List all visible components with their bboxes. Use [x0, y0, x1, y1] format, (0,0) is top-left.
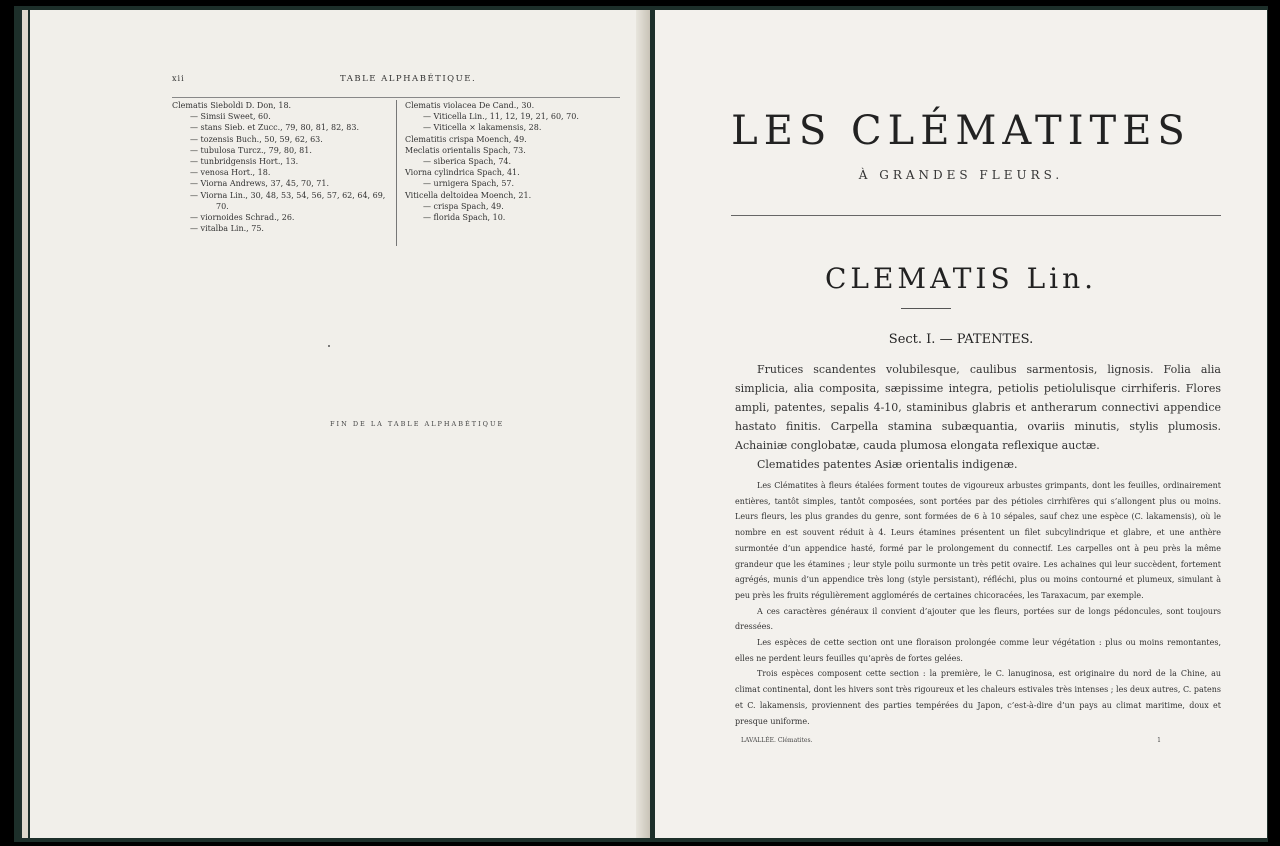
- page-number: xii: [172, 74, 185, 83]
- page-footer: [735, 737, 1221, 744]
- french-paragraph: Les espèces de cette section ont une floraison prolongée comme leur végétation : plus ou moins remontantes, elles ne perdent leurs feuilles qu’après de fortes gelées.: [735, 638, 1221, 663]
- index-entry: — florida Spach, 10.: [423, 213, 506, 223]
- index-entry: — siberica Spach, 74.: [423, 157, 512, 167]
- running-title: TABLE ALPHABÉTIQUE.: [340, 74, 477, 84]
- page-speck: [328, 345, 330, 347]
- index-entry: — Viorna Lin., 30, 48, 53, 54, 56, 57, 62, 64, 69,: [190, 190, 386, 200]
- index-entry: — Viorna Andrews, 37, 45, 70, 71.: [190, 179, 330, 189]
- latin-paragraph: Frutices scandentes volubilesque, caulibus sarmentosis, lignosis. Folia alia simplicia, alia composita, sæpissime integra, petiolis petiolulisque cirrhiferis. Flores ampli, patentes, sepalis 4-10, staminibus glabris et antherarum connectivi appendice hastato finitis. Carpella stamina subæquantia, ovariis minutis, stylis plumosis. Achainiæ conglobatæ, cauda plumosa elongata reflexique auctæ.: [735, 363, 1221, 452]
- book-title: LES CLÉMATITES: [731, 108, 1191, 154]
- section-heading: Sect. I. — PATENTES.: [888, 332, 1034, 347]
- index-entry: — venosa Hort., 18.: [190, 168, 271, 178]
- index-entry: — tubulosa Turcz., 79, 80, 81.: [190, 145, 312, 155]
- index-entry: — Simsii Sweet, 60.: [190, 112, 271, 122]
- french-paragraph: Les Clématites à fleurs étalées forment toutes de vigoureux arbustes grimpants, dont les feuilles, ordinairement entières, tantôt simples, tantôt composées, sont portées par des pétioles cirrhifères qui s’allongent plus ou moins. Leurs fleurs, les plus grandes du genre, sont formées de 6 à 10 sépales, sauf chez une espèce (C. lakamensis), où le nombre en est souvent réduit à 4. Leurs étamines présentent un filet subcylindrique et glabre, et une anthère surmontée d’un appendice hasté, formé par le prolongement du connectif. Les carpelles ont à peu près la même grandeur que les étamines ; leur style poilu surmonte un très petit ovaire. Les achaines qui leur succèdent, fortement agrégés, munis d’un appendice très long (style persistant), réfléchi, plus ou moins contourné et plumeux, simulant à peu près les fruits régulièrement agglomérés de certaines chicoracées, les Taraxacum, par exemple.: [735, 481, 1221, 600]
- index-entry: Clematitis crispa Moench, 49.: [405, 134, 527, 144]
- index-entry: — viornoides Schrad., 26.: [190, 213, 295, 223]
- french-paragraph: Trois espèces composent cette section : la première, le C. lanuginosa, est originaire du nord de la Chine, au climat continental, dont les hivers sont très rigoureux et les chaleurs estivales très intenses ; les deux autres, C. patens et C. lakamensis, proviennent des parties tempérées du Japon, c’est-à-dire d’un pays au climat maritime, doux et presque uniforme.: [735, 669, 1221, 726]
- latin-description: [735, 360, 1221, 474]
- index-entry: — urnigera Spach, 57.: [423, 179, 515, 189]
- index-entry: Clematis Sieboldi D. Don, 18.: [172, 101, 292, 110]
- footer-page-number: 1: [1157, 737, 1161, 744]
- book-gutter: [636, 10, 650, 838]
- index-entry: Meclatis orientalis Spach, 73.: [405, 145, 526, 155]
- index-entry: Viorna cylindrica Spach, 41.: [405, 168, 520, 178]
- footer-signature: LAVALLÉE. Clématites.: [741, 737, 813, 744]
- index-entry: — vitalba Lin., 75.: [190, 224, 264, 234]
- index-column-left: [172, 100, 392, 234]
- book-subtitle: À GRANDES FLEURS.: [858, 168, 1064, 182]
- index-entry: Clematis violacea De Cand., 30.: [405, 101, 535, 110]
- index-entry: — crispa Spach, 49.: [423, 201, 504, 211]
- index-entry: — tunbridgensis Hort., 13.: [190, 157, 299, 167]
- index-column-right: [396, 100, 635, 246]
- genus-rule: [901, 308, 951, 309]
- french-paragraph: A ces caractères généraux il convient d’ajouter que les fleurs, portées sur de longs pédoncules, sont toujours dressées.: [735, 606, 1221, 632]
- title-rule: [731, 215, 1221, 216]
- index-entry: 70.: [216, 201, 229, 211]
- right-page: [655, 10, 1267, 838]
- left-page: [30, 10, 650, 838]
- header-rule: [172, 97, 620, 98]
- index-entry: — Viticella × lakamensis, 28.: [423, 123, 542, 133]
- index-entry: — stans Sieb. et Zucc., 79, 80, 81, 82, 83.: [190, 123, 359, 133]
- genus-heading: CLEMATIS Lin.: [824, 262, 1098, 295]
- page-edges-left: [22, 10, 28, 838]
- index-entry: Viticella deltoidea Moench, 21.: [405, 190, 532, 200]
- end-of-index-note: FIN DE LA TABLE ALPHABÉTIQUE: [330, 420, 505, 428]
- index-entry: — Viticella Lin., 11, 12, 19, 21, 60, 70.: [423, 112, 579, 122]
- index-entry: — tozensis Buch., 50, 59, 62, 63.: [190, 134, 323, 144]
- french-description: [735, 478, 1221, 729]
- latin-paragraph: Clematides patentes Asiæ orientalis indigenæ.: [757, 458, 1018, 471]
